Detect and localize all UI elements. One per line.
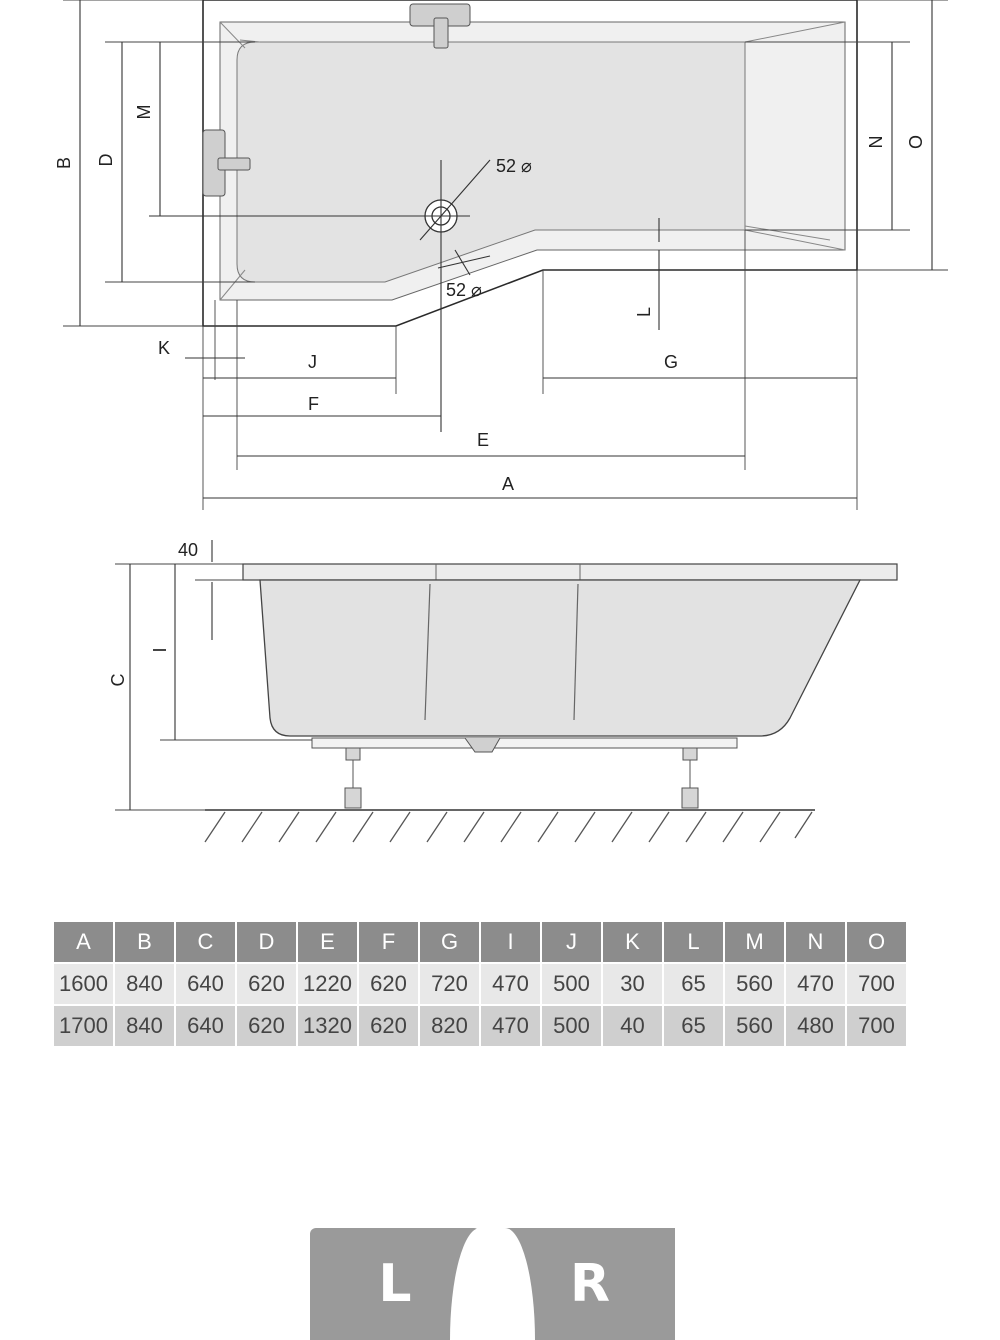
table-cell: 620 <box>237 964 296 1004</box>
table-cell: 560 <box>725 1006 784 1046</box>
table-header: L <box>664 922 723 962</box>
table-header: M <box>725 922 784 962</box>
leg-left-icon <box>345 748 361 808</box>
table-header: B <box>115 922 174 962</box>
dim-label-c: C <box>108 673 128 687</box>
section-frame <box>312 738 737 748</box>
dim-label-a: A <box>502 474 515 494</box>
drain-diameter-label: 52 ⌀ <box>496 156 532 176</box>
table-header-row <box>54 922 906 962</box>
dim-label-j: J <box>308 352 317 372</box>
table-cell: 65 <box>664 964 723 1004</box>
table-cell: 560 <box>725 964 784 1004</box>
table-cell: 640 <box>176 1006 235 1046</box>
table-cell: 470 <box>481 964 540 1004</box>
table-cell: 480 <box>786 1006 845 1046</box>
table-cell: 500 <box>542 964 601 1004</box>
table-cell: 620 <box>359 1006 418 1046</box>
dim-label-d: D <box>96 153 116 167</box>
table-cell: 700 <box>847 964 906 1004</box>
section-rim <box>243 564 897 580</box>
table-cell: 840 <box>115 1006 174 1046</box>
dim-label-n: N <box>866 135 886 149</box>
left-variant-label: L <box>378 1254 412 1314</box>
table-cell: 65 <box>664 1006 723 1046</box>
dim-label-l: L <box>634 306 654 318</box>
dim-label-k: K <box>158 338 171 358</box>
overflow-diameter-label: 52 ⌀ <box>446 280 482 300</box>
table-cell: 1320 <box>298 1006 357 1046</box>
table-cell: 640 <box>176 964 235 1004</box>
dim-label-b: B <box>54 156 74 170</box>
table-header: D <box>237 922 296 962</box>
table-cell: 840 <box>115 964 174 1004</box>
table-header: C <box>176 922 235 962</box>
leg-right-icon <box>682 748 698 808</box>
right-variant-label: R <box>569 1254 611 1314</box>
table-row <box>54 1006 906 1046</box>
dim-label-f: F <box>308 394 319 414</box>
table-header: K <box>603 922 662 962</box>
table-cell: 700 <box>847 1006 906 1046</box>
table-cell: 620 <box>359 964 418 1004</box>
table-cell: 820 <box>420 1006 479 1046</box>
table-header: N <box>786 922 845 962</box>
table-header: J <box>542 922 601 962</box>
left-variant-button[interactable] <box>310 1228 480 1340</box>
table-cell: 470 <box>786 964 845 1004</box>
table-header: O <box>847 922 906 962</box>
table-header: I <box>481 922 540 962</box>
table-header: F <box>359 922 418 962</box>
table-header: E <box>298 922 357 962</box>
plan-view <box>54 0 948 510</box>
table-header: A <box>54 922 113 962</box>
dimensions-table <box>52 920 908 1048</box>
table-cell: 470 <box>481 1006 540 1046</box>
table-cell: 620 <box>237 1006 296 1046</box>
right-variant-button[interactable] <box>505 1228 675 1340</box>
table-cell: 30 <box>603 964 662 1004</box>
dim-label-e: E <box>477 430 490 450</box>
section-view <box>108 540 897 842</box>
table-cell: 40 <box>603 1006 662 1046</box>
floor-hatching <box>205 812 812 842</box>
dim-label-o: O <box>906 134 926 150</box>
table-cell: 500 <box>542 1006 601 1046</box>
dim-label-i: I <box>150 647 170 653</box>
table-cell: 1220 <box>298 964 357 1004</box>
dim-label-rim: 40 <box>178 540 199 560</box>
table-row <box>54 964 906 1004</box>
section-body <box>260 580 860 736</box>
dim-label-m: M <box>134 104 154 120</box>
table-header: G <box>420 922 479 962</box>
table-cell: 720 <box>420 964 479 1004</box>
table-cell: 1600 <box>54 964 113 1004</box>
dim-label-g: G <box>664 352 679 372</box>
table-cell: 1700 <box>54 1006 113 1046</box>
